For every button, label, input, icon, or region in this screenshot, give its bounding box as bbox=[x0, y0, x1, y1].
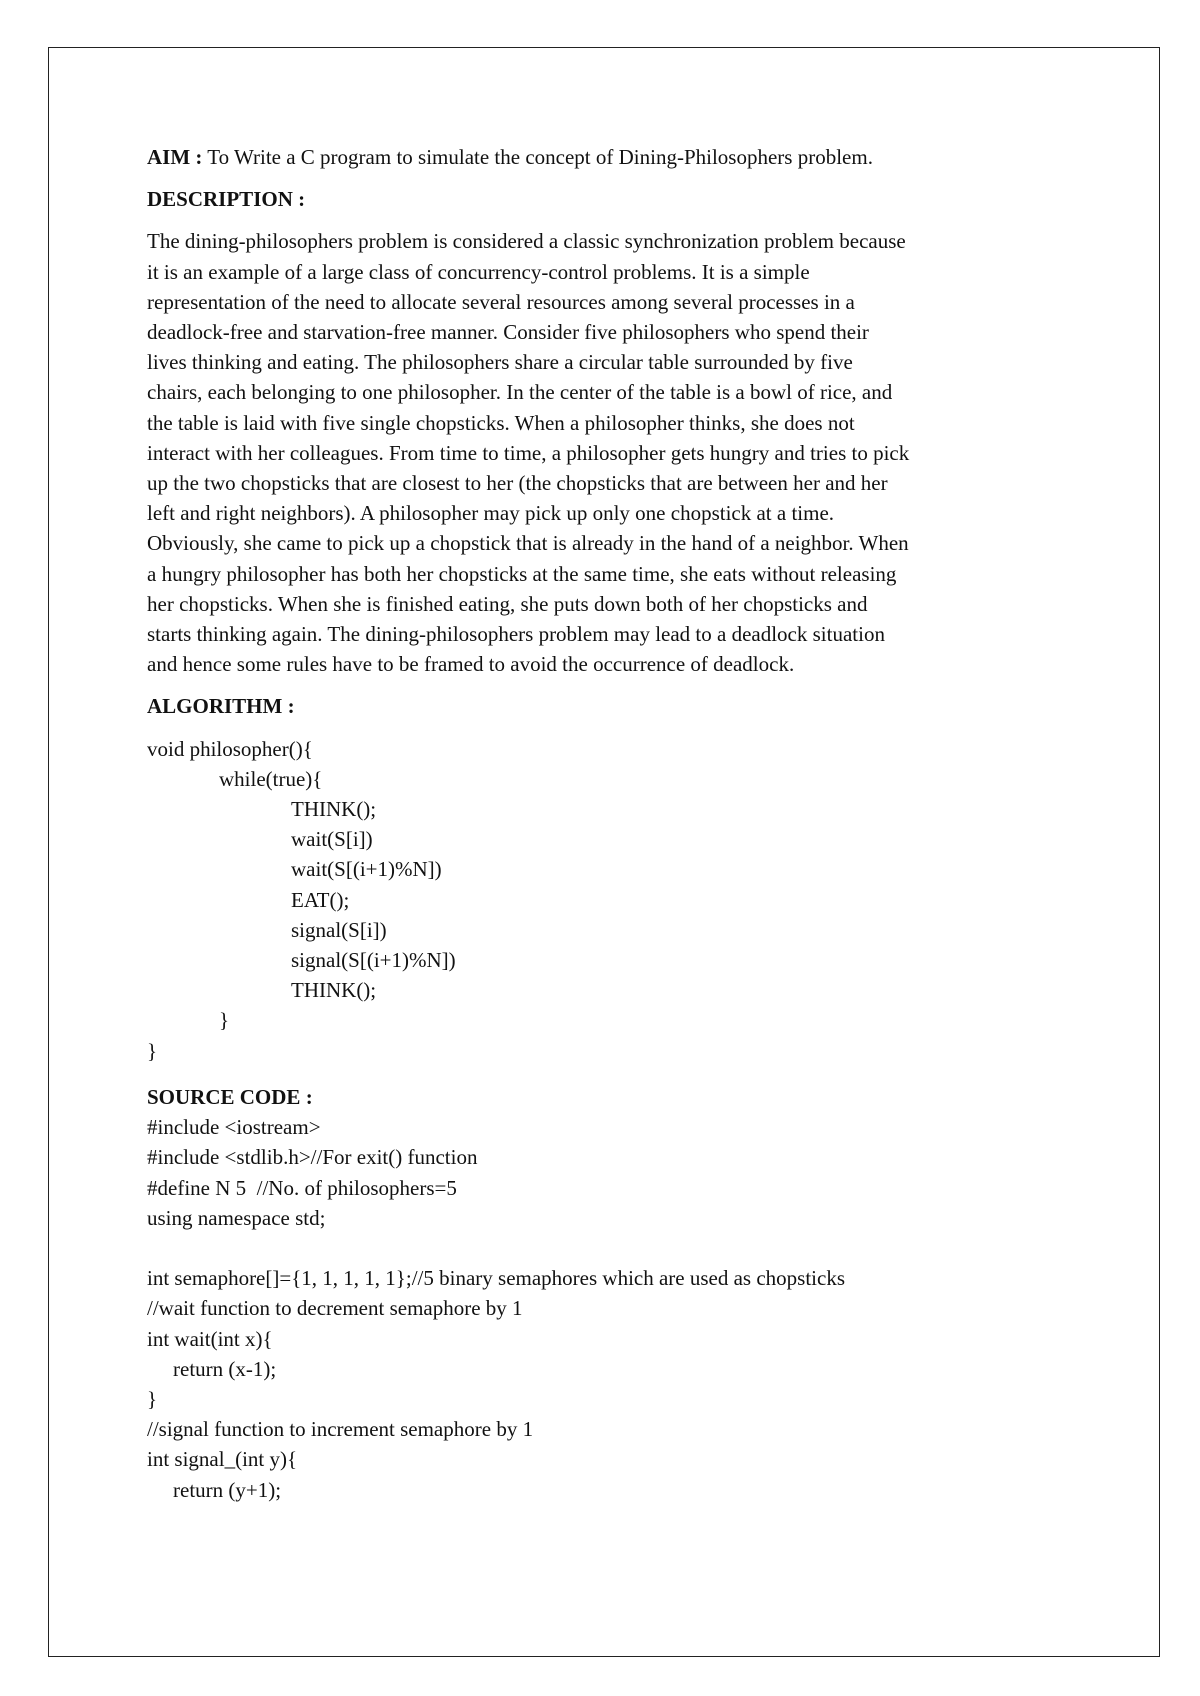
code-line: } bbox=[147, 1386, 158, 1411]
algorithm-line: wait(S[i]) bbox=[291, 827, 373, 852]
description-line: a hungry philosopher has both her chopsticks at the same time, she eats without releasing bbox=[147, 561, 897, 586]
description-line: her chopsticks. When she is finished eating, she puts down both of her chopsticks and bbox=[147, 591, 868, 616]
code-line: return (y+1); bbox=[173, 1477, 282, 1502]
aim-label: AIM : bbox=[147, 145, 203, 169]
code-line: int wait(int x){ bbox=[147, 1326, 273, 1351]
description-heading: DESCRIPTION : bbox=[147, 187, 306, 212]
description-line: it is an example of a large class of concurrency-control problems. It is a simple bbox=[147, 259, 810, 284]
description-line: starts thinking again. The dining-philosophers problem may lead to a deadlock situation bbox=[147, 622, 885, 647]
code-line: int signal_(int y){ bbox=[147, 1447, 298, 1472]
description-line: representation of the need to allocate several resources among several processes in a bbox=[147, 289, 855, 314]
algorithm-line: } bbox=[147, 1038, 158, 1063]
description-line: lives thinking and eating. The philosophers share a circular table surrounded by five bbox=[147, 350, 853, 375]
algorithm-pseudocode bbox=[147, 734, 1067, 1066]
algorithm-line: EAT(); bbox=[291, 887, 350, 912]
description-line: The dining-philosophers problem is considered a classic synchronization problem because bbox=[147, 229, 906, 254]
code-line: using namespace std; bbox=[147, 1205, 326, 1230]
description-line: deadlock-free and starvation-free manner. Consider five philosophers who spend their bbox=[147, 320, 869, 345]
description-paragraph bbox=[147, 226, 1067, 679]
code-line bbox=[147, 1233, 1067, 1263]
aim-text: To Write a C program to simulate the concept of Dining-Philosophers problem. bbox=[202, 145, 873, 169]
algorithm-heading: ALGORITHM : bbox=[147, 694, 295, 719]
algorithm-line: wait(S[(i+1)%N]) bbox=[291, 857, 442, 882]
source-code-heading: SOURCE CODE : bbox=[147, 1084, 313, 1109]
algorithm-line: THINK(); bbox=[291, 978, 377, 1003]
code-line: #include <iostream> bbox=[147, 1115, 321, 1140]
description-line: chairs, each belonging to one philosopher. In the center of the table is a bowl of rice, and bbox=[147, 380, 893, 405]
description-line: left and right neighbors). A philosopher may pick up only one chopstick at a time. bbox=[147, 501, 835, 526]
algorithm-line: } bbox=[219, 1008, 230, 1033]
algorithm-line: void philosopher(){ bbox=[147, 736, 313, 761]
code-line: return (x-1); bbox=[173, 1356, 277, 1381]
code-line: //wait function to decrement semaphore by 1 bbox=[147, 1296, 523, 1321]
algorithm-line: while(true){ bbox=[219, 766, 323, 791]
code-line: #define N 5 //No. of philosophers=5 bbox=[147, 1175, 457, 1200]
code-line: int semaphore[]={1, 1, 1, 1, 1};//5 binary semaphores which are used as chopsticks bbox=[147, 1266, 846, 1291]
source-code-block bbox=[147, 1112, 1067, 1505]
code-line: //signal function to increment semaphore by 1 bbox=[147, 1417, 534, 1442]
aim-paragraph bbox=[147, 142, 1067, 172]
document-body bbox=[147, 142, 1067, 1505]
algorithm-line: THINK(); bbox=[291, 797, 377, 822]
description-line: Obviously, she came to pick up a chopstick that is already in the hand of a neighbor. When bbox=[147, 531, 909, 556]
description-line: the table is laid with five single chopsticks. When a philosopher thinks, she does not bbox=[147, 410, 855, 435]
description-line: and hence some rules have to be framed to avoid the occurrence of deadlock. bbox=[147, 652, 795, 677]
description-line: interact with her colleagues. From time to time, a philosopher gets hungry and tries to pick bbox=[147, 440, 910, 465]
algorithm-line: signal(S[i]) bbox=[291, 917, 387, 942]
code-line: #include <stdlib.h>//For exit() function bbox=[147, 1145, 478, 1170]
algorithm-line: signal(S[(i+1)%N]) bbox=[291, 948, 456, 973]
description-line: up the two chopsticks that are closest to her (the chopsticks that are between her and her bbox=[147, 471, 888, 496]
